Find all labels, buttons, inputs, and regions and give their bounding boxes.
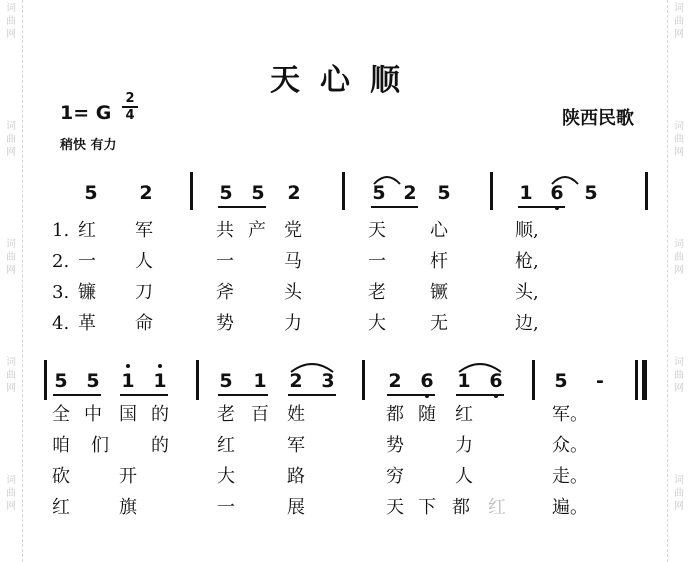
note: 5 (251, 182, 265, 204)
lyric: 国 (119, 404, 137, 425)
song-source: 陕西民歌 (562, 108, 634, 129)
lyric: 人 (135, 251, 153, 272)
lyric: 党 (284, 220, 302, 241)
note: 2 (289, 370, 303, 392)
lyric: 百 (251, 404, 269, 425)
slur (374, 177, 400, 184)
slur (459, 364, 501, 372)
lyric: 展 (287, 497, 305, 518)
lyric: 一 (78, 251, 96, 272)
lyric: 共 (216, 220, 234, 241)
note: 5 (437, 182, 451, 204)
lyric: 无 (430, 313, 448, 334)
lyric: 红 (78, 220, 96, 241)
watermark: 词曲网 (674, 3, 684, 40)
note: 5 (84, 182, 98, 204)
lyric: 军。 (552, 404, 588, 425)
note: 6 (420, 370, 434, 392)
lyric: 都 (452, 497, 470, 518)
lyric: 军 (287, 435, 305, 456)
lyric: 革 (78, 313, 96, 334)
note: 5 (86, 370, 100, 392)
lyric: 产 (248, 220, 266, 241)
lyric: 砍 (52, 466, 70, 487)
lyric: 顺, (515, 220, 539, 241)
tempo-marking: 稍快 有力 (60, 138, 117, 153)
lyric: 众。 (552, 435, 588, 456)
watermark: 词曲网 (674, 475, 684, 512)
note: 3 (321, 370, 335, 392)
lyric: 4. (52, 313, 70, 334)
lyric: 力 (455, 435, 473, 456)
note: 1 (153, 370, 167, 392)
lyric: 大 (368, 313, 386, 334)
watermark: 词曲网 (674, 239, 684, 276)
lyric: 老 (368, 282, 386, 303)
note: 1 (253, 370, 267, 392)
lyric: 2. (52, 251, 70, 272)
lyric: 大 (217, 466, 235, 487)
lyric: 力 (284, 313, 302, 334)
lyric: 红 (52, 497, 70, 518)
watermark: 词曲网 (6, 3, 16, 40)
note: 5 (219, 182, 233, 204)
watermark: 词曲网 (6, 475, 16, 512)
note: 2 (403, 182, 417, 204)
lyric: 旗 (119, 497, 137, 518)
note: 5 (584, 182, 598, 204)
note: 2 (287, 182, 301, 204)
lyric: 命 (135, 313, 153, 334)
lyric: 刀 (135, 282, 153, 303)
lyric: 开 (119, 466, 137, 487)
lyric: 3. (52, 282, 70, 303)
note: 5 (372, 182, 386, 204)
lyric: 穷 (386, 466, 404, 487)
note: 1 (457, 370, 471, 392)
lyric: 红 (488, 497, 506, 518)
note: 6 (489, 370, 503, 392)
lyric: 头 (284, 282, 302, 303)
lyric: 杆 (430, 251, 448, 272)
lyric: 中 (84, 404, 102, 425)
note: 5 (219, 370, 233, 392)
lyric: 天 (368, 220, 386, 241)
note: 2 (388, 370, 402, 392)
lyric: 头, (515, 282, 539, 303)
lyric: 势 (386, 435, 404, 456)
watermark: 词曲网 (6, 357, 16, 394)
lyric: 心 (430, 220, 448, 241)
note: 6 (550, 182, 564, 204)
lyric: 天 (386, 497, 404, 518)
lyric: 人 (455, 466, 473, 487)
lyric: 下 (418, 497, 436, 518)
lyric: 的 (151, 404, 169, 425)
lyric: 马 (284, 251, 302, 272)
time-signature-bottom: 4 (125, 108, 135, 123)
lyric: 1. (52, 220, 70, 241)
watermark: 词曲网 (674, 357, 684, 394)
lyric: 随 (418, 404, 436, 425)
lyric: 斧 (216, 282, 234, 303)
lyric: 遍。 (552, 497, 588, 518)
song-title: 天心顺 (270, 63, 420, 98)
watermark: 词曲网 (674, 121, 684, 158)
slur (291, 364, 333, 372)
note: 5 (554, 370, 568, 392)
key-signature: 1= G (60, 102, 112, 124)
note: 1 (519, 182, 533, 204)
note: 2 (139, 182, 153, 204)
lyric: 一 (368, 251, 386, 272)
lyric: 军 (135, 220, 153, 241)
lyric: 镰 (78, 282, 96, 303)
dash: - (596, 370, 604, 392)
lyric: 一 (216, 251, 234, 272)
slur (552, 177, 578, 184)
lyric: 镢 (430, 282, 448, 303)
lyric: 走。 (552, 466, 588, 487)
watermark: 词曲网 (6, 121, 16, 158)
lyric: 势 (216, 313, 234, 334)
lyric: 们 (91, 435, 109, 456)
time-signature-top: 2 (122, 91, 138, 108)
lyric: 全 (52, 404, 70, 425)
lyric: 咱 (52, 435, 70, 456)
lyric: 都 (386, 404, 404, 425)
lyric: 边, (515, 313, 539, 334)
lyric: 红 (455, 404, 473, 425)
watermark: 词曲网 (6, 239, 16, 276)
lyric: 枪, (515, 251, 539, 272)
lyric: 一 (217, 497, 235, 518)
lyric: 路 (287, 466, 305, 487)
note: 5 (54, 370, 68, 392)
lyric: 红 (217, 435, 235, 456)
lyric: 姓 (287, 404, 305, 425)
lyric: 的 (151, 435, 169, 456)
note: 1 (121, 370, 135, 392)
lyric: 老 (217, 404, 235, 425)
